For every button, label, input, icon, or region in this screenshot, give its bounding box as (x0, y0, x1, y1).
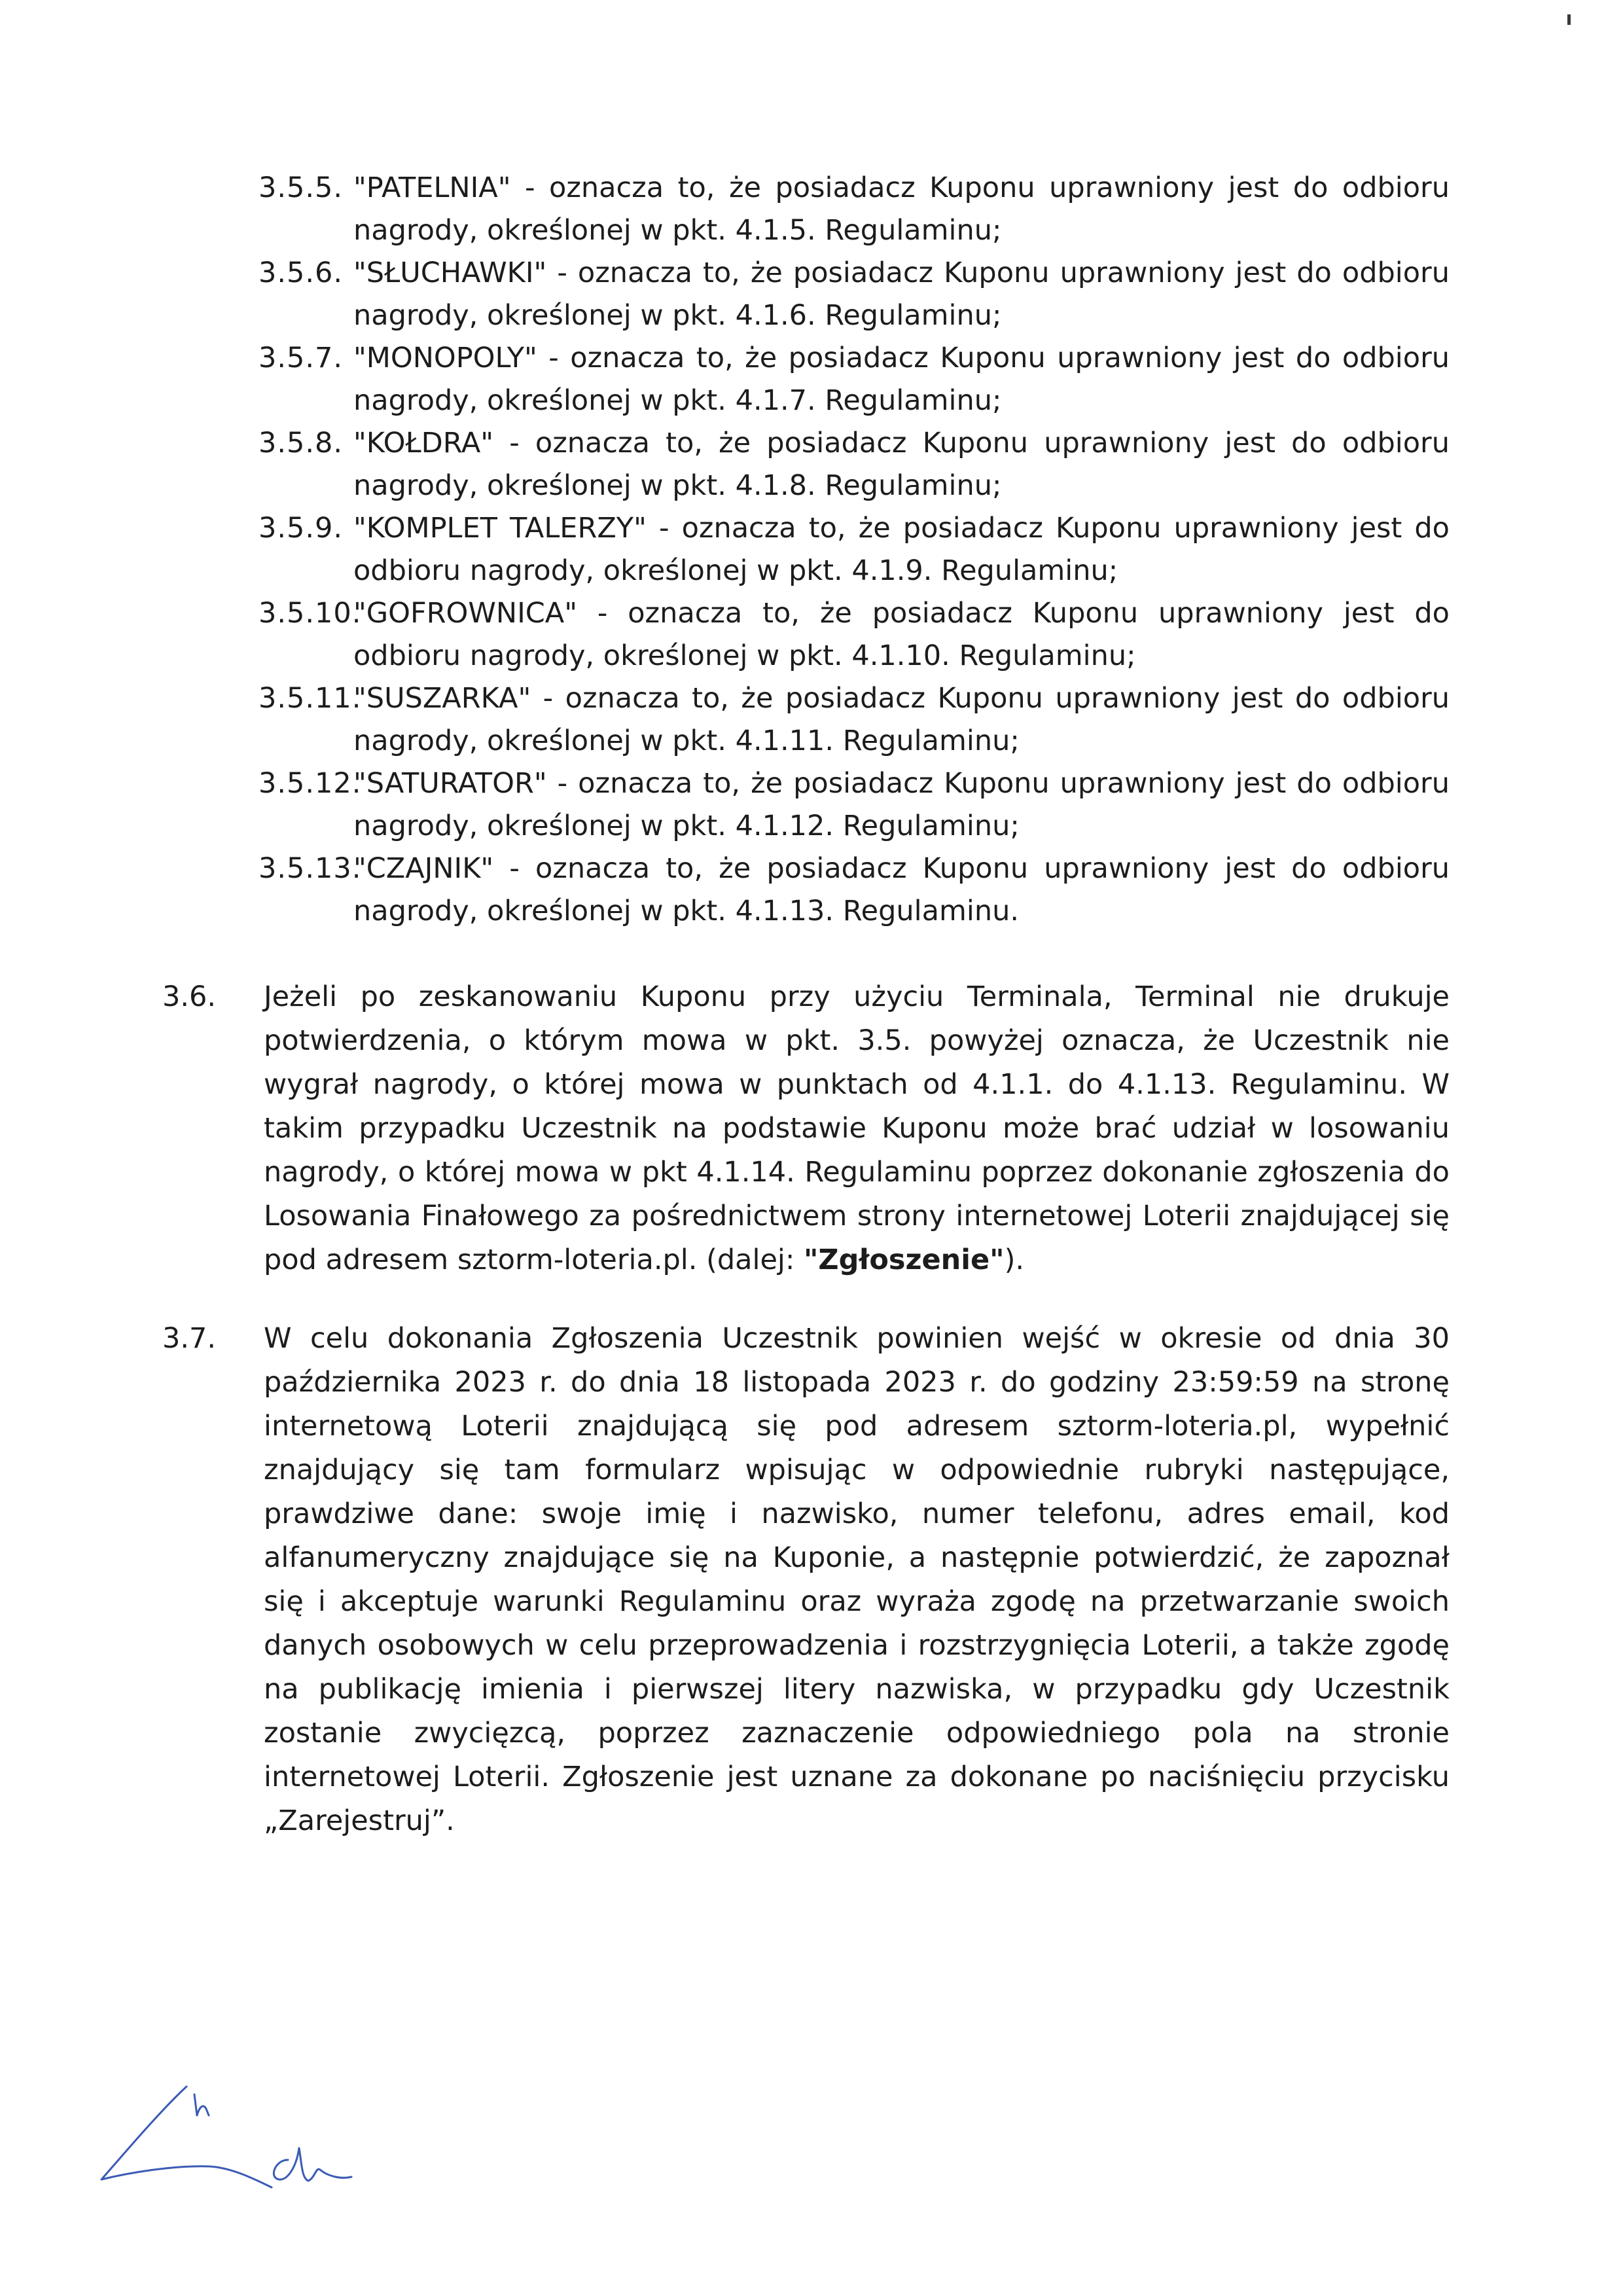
subsection-number: 3.5.12. (259, 767, 362, 800)
subsection-number: 3.5.7. (259, 342, 344, 374)
section-text-end: ). (1004, 1244, 1025, 1276)
subsection-number: 3.5.9. (259, 512, 344, 545)
subsection-number: 3.5.10. (259, 597, 362, 630)
subsection-item (259, 252, 1450, 337)
subsection-list (259, 167, 1450, 933)
section-number: 3.6. (162, 980, 217, 1013)
subsection-number: 3.5.6. (259, 257, 344, 289)
subsection-text: "CZAJNIK" - oznacza to, że posiadacz Kuponu uprawniony jest do odbioru nagrody, określonej w pkt. 4.1.13. Regulaminu. (353, 852, 1450, 927)
subsection-text: "SŁUCHAWKI" - oznacza to, że posiadacz Kuponu uprawniony jest do odbioru nagrody, określonej w pkt. 4.1.6. Regulaminu; (353, 257, 1450, 332)
handwritten-signature-icon (88, 2075, 429, 2193)
subsection-item (259, 422, 1450, 507)
section-text: W celu dokonania Zgłoszenia Uczestnik powinien wejść w okresie od dnia 30 października 2023 r. do dnia 18 listopada 2023 r. do godziny 23:59:59 na stronę internetową Loterii znajdującą się pod adresem sztorm-loteria.pl, wypełnić znajdujący się tam formularz wpisując w odpowiednie rubryki następujące, prawdziwe dane: swoje imię i nazwisko, numer telefonu, adres email, kod alfanumeryczny znajdujące się na Kuponie, a następnie potwierdzić, że zapoznał się i akceptuje warunki Regulaminu oraz wyraża zgodę na przetwarzanie swoich danych osobowych w celu przeprowadzenia i rozstrzygnięcia Loterii, a także zgodę na publikację imienia i pierwszej litery nazwiska, w przypadku gdy Uczestnik zostanie zwycięzcą, poprzez zaznaczenie odpowiedniego pola na stronie internetowej Loterii. Zgłoszenie jest uznane za dokonane po naciśnięciu przycisku „Zarejestruj”. (264, 1322, 1450, 1837)
scan-mark (1567, 14, 1571, 25)
subsection-number: 3.5.8. (259, 427, 344, 459)
subsection-text: "MONOPOLY" - oznacza to, że posiadacz Kuponu uprawniony jest do odbioru nagrody, określonej w pkt. 4.1.7. Regulaminu; (353, 342, 1450, 417)
subsection-text: "SATURATOR" - oznacza to, że posiadacz Kuponu uprawniony jest do odbioru nagrody, określonej w pkt. 4.1.12. Regulaminu; (353, 767, 1450, 842)
subsection-number: 3.5.13. (259, 852, 362, 885)
subsection-item (259, 677, 1450, 762)
subsection-text: "PATELNIA" - oznacza to, że posiadacz Kuponu uprawniony jest do odbioru nagrody, określonej w pkt. 4.1.5. Regulaminu; (353, 171, 1450, 247)
subsection-item (259, 762, 1450, 848)
subsection-item (259, 337, 1450, 422)
subsection-text: "KOMPLET TALERZY" - oznacza to, że posiadacz Kuponu uprawniony jest do odbioru nagrody, określonej w pkt. 4.1.9. Regulaminu; (353, 512, 1450, 587)
section-text-body: Jeżeli po zeskanowaniu Kuponu przy użyciu Terminala, Terminal nie drukuje potwierdzenia, o którym mowa w pkt. 3.5. powyżej oznacza, że Uczestnik nie wygrał nagrody, o której mowa w punktach od 4.1.1. do 4.1.13. Regulaminu. W takim przypadku Uczestnik na podstawie Kuponu może brać udział w losowaniu nagrody, o której mowa w pkt 4.1.14. Regulaminu poprzez dokonanie zgłoszenia do Losowania Finałowego za pośrednictwem strony internetowej Loterii znajdującej się pod adresem sztorm-loteria.pl. (dalej: (264, 980, 1450, 1276)
subsection-item (259, 848, 1450, 933)
subsection-text: "GOFROWNICA" - oznacza to, że posiadacz Kuponu uprawniony jest do odbioru nagrody, określonej w pkt. 4.1.10. Regulaminu; (353, 597, 1450, 672)
section-text (264, 975, 1450, 1282)
subsection-text: "SUSZARKA" - oznacza to, że posiadacz Kuponu uprawniony jest do odbioru nagrody, określonej w pkt. 4.1.11. Regulaminu; (353, 682, 1450, 757)
defined-term: "Zgłoszenie" (804, 1244, 1005, 1276)
subsection-item (259, 507, 1450, 592)
section-number: 3.7. (162, 1322, 217, 1355)
subsection-number: 3.5.5. (259, 171, 344, 204)
subsection-number: 3.5.11. (259, 682, 362, 715)
subsection-item (259, 167, 1450, 252)
subsection-item (259, 592, 1450, 677)
subsection-text: "KOŁDRA" - oznacza to, że posiadacz Kuponu uprawniony jest do odbioru nagrody, określonej w pkt. 4.1.8. Regulaminu; (353, 427, 1450, 502)
